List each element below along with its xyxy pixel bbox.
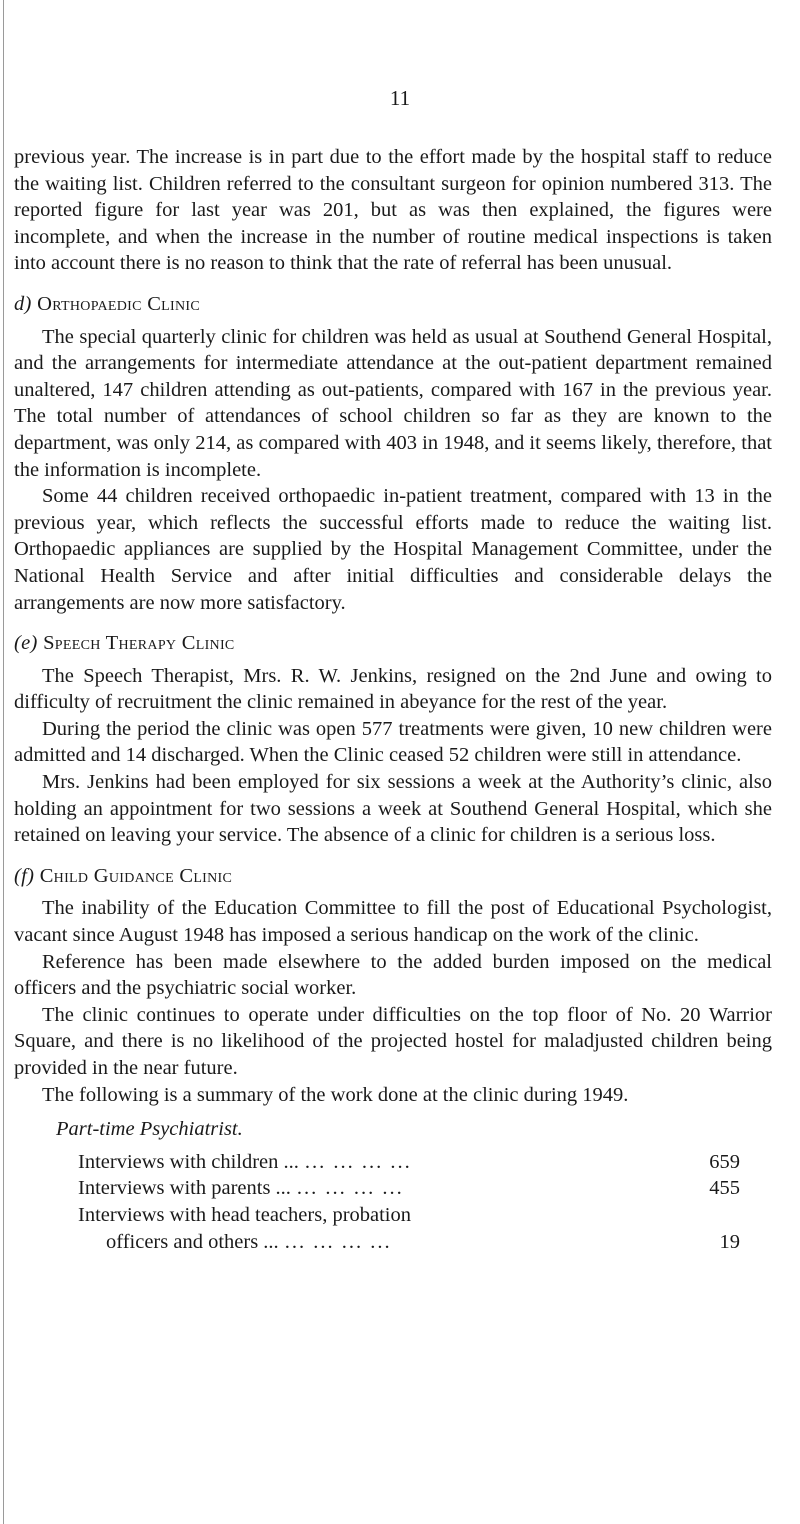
paragraph: The Speech Therapist, Mrs. R. W. Jenkins, resigned on the 2nd June and owing to difficulty of recruitment the clinic remained in abeyance for the rest of the year.: [14, 664, 772, 714]
paragraph: The clinic continues to operate under difficulties on the top floor of No. 20 Warrior Square, and there is no likelihood of the projected hostel for maladjusted children being provided in the near future.: [14, 1003, 772, 1079]
summary-label: officers and others ...: [106, 1230, 279, 1253]
leader-dots: ... ... ... ...: [284, 1230, 392, 1253]
summary-value: 19: [719, 1230, 740, 1253]
paragraph: During the period the clinic was open 577 treatments were given, 10 new children were admitted and 14 discharged. When the Clinic ceased 52 children were still in attendance.: [14, 717, 772, 767]
section-heading-orthopaedic: [14, 291, 772, 318]
section-heading-speech: [14, 630, 772, 657]
paragraph: Mrs. Jenkins had been employed for six sessions a week at the Authority’s clinic, also holding an appointment for two sessions a week at Southend General Hospital, which she retained on leaving your service. The absence of a clinic for children is a serious loss.: [14, 771, 772, 847]
page-body: [14, 144, 772, 1255]
summary-label: Interviews with head teachers, probation: [78, 1203, 412, 1226]
section-letter: (f): [14, 864, 35, 887]
summary-label: Interviews with parents ...: [78, 1177, 291, 1200]
page-margin-line: [3, 0, 4, 1524]
summary-row: [78, 1175, 740, 1202]
section-heading-child-guidance: [14, 863, 772, 890]
leader-dots: ... ... ... ...: [296, 1177, 404, 1200]
work-summary: [56, 1116, 740, 1255]
paragraph: Some 44 children received orthopaedic in-patient treatment, compared with 13 in the previous year, which reflects the successful efforts made to reduce the waiting list. Orthopaedic appliances are supplied by the Hospital Management Committee, under the National Health Service and after initial difficulties and considerable delays the arrangements are now more satisfactory.: [14, 485, 772, 614]
section-title: Speech Therapy Clinic: [43, 632, 235, 655]
paragraph: The special quarterly clinic for children was held as usual at Southend General Hospital, and the arrangements for intermediate attendance at the out-patient department remained unaltered, 147 children attending as out-patients, compared with 167 in the previous year. The total number of attendances of school children so far as they are known to the department, was only 214, as compared with 403 in 1948, and it seems likely, therefore, that the information is incomplete.: [14, 325, 772, 481]
paragraph: The following is a summary of the work done at the clinic during 1949.: [42, 1083, 629, 1106]
section-title: Orthopaedic Clinic: [37, 292, 200, 315]
section-title: Child Guidance Clinic: [39, 864, 233, 887]
paragraph: Reference has been made elsewhere to the added burden imposed on the medical officers and the psychiatric social worker.: [14, 950, 772, 1000]
paragraph: The inability of the Education Committee to fill the post of Educational Psychologist, vacant since August 1948 has imposed a serious handicap on the work of the clinic.: [14, 897, 772, 947]
leader-dots: ... ... ... ...: [304, 1150, 412, 1173]
section-letter: d): [14, 292, 32, 315]
page-number: 11: [389, 86, 411, 110]
summary-row: [78, 1202, 740, 1229]
summary-value: 455: [709, 1177, 740, 1200]
summary-row: [78, 1149, 740, 1176]
summary-label: Interviews with children ...: [78, 1150, 299, 1173]
section-letter: (e): [14, 632, 38, 655]
summary-row: [106, 1229, 740, 1256]
intro-paragraph: previous year. The increase is in part due to the effort made by the hospital staff to reduce the waiting list. Children referred to the consultant surgeon for opinion numbered 313. The reported figure for last year was 201, but as was then explained, the figures were incomplete, and when the increase in the number of routine medical inspections is taken into account there is no reason to think that the rate of referral has been unusual.: [14, 146, 772, 275]
summary-heading: Part-time Psychiatrist.: [56, 1118, 243, 1141]
summary-value: 659: [709, 1150, 740, 1173]
